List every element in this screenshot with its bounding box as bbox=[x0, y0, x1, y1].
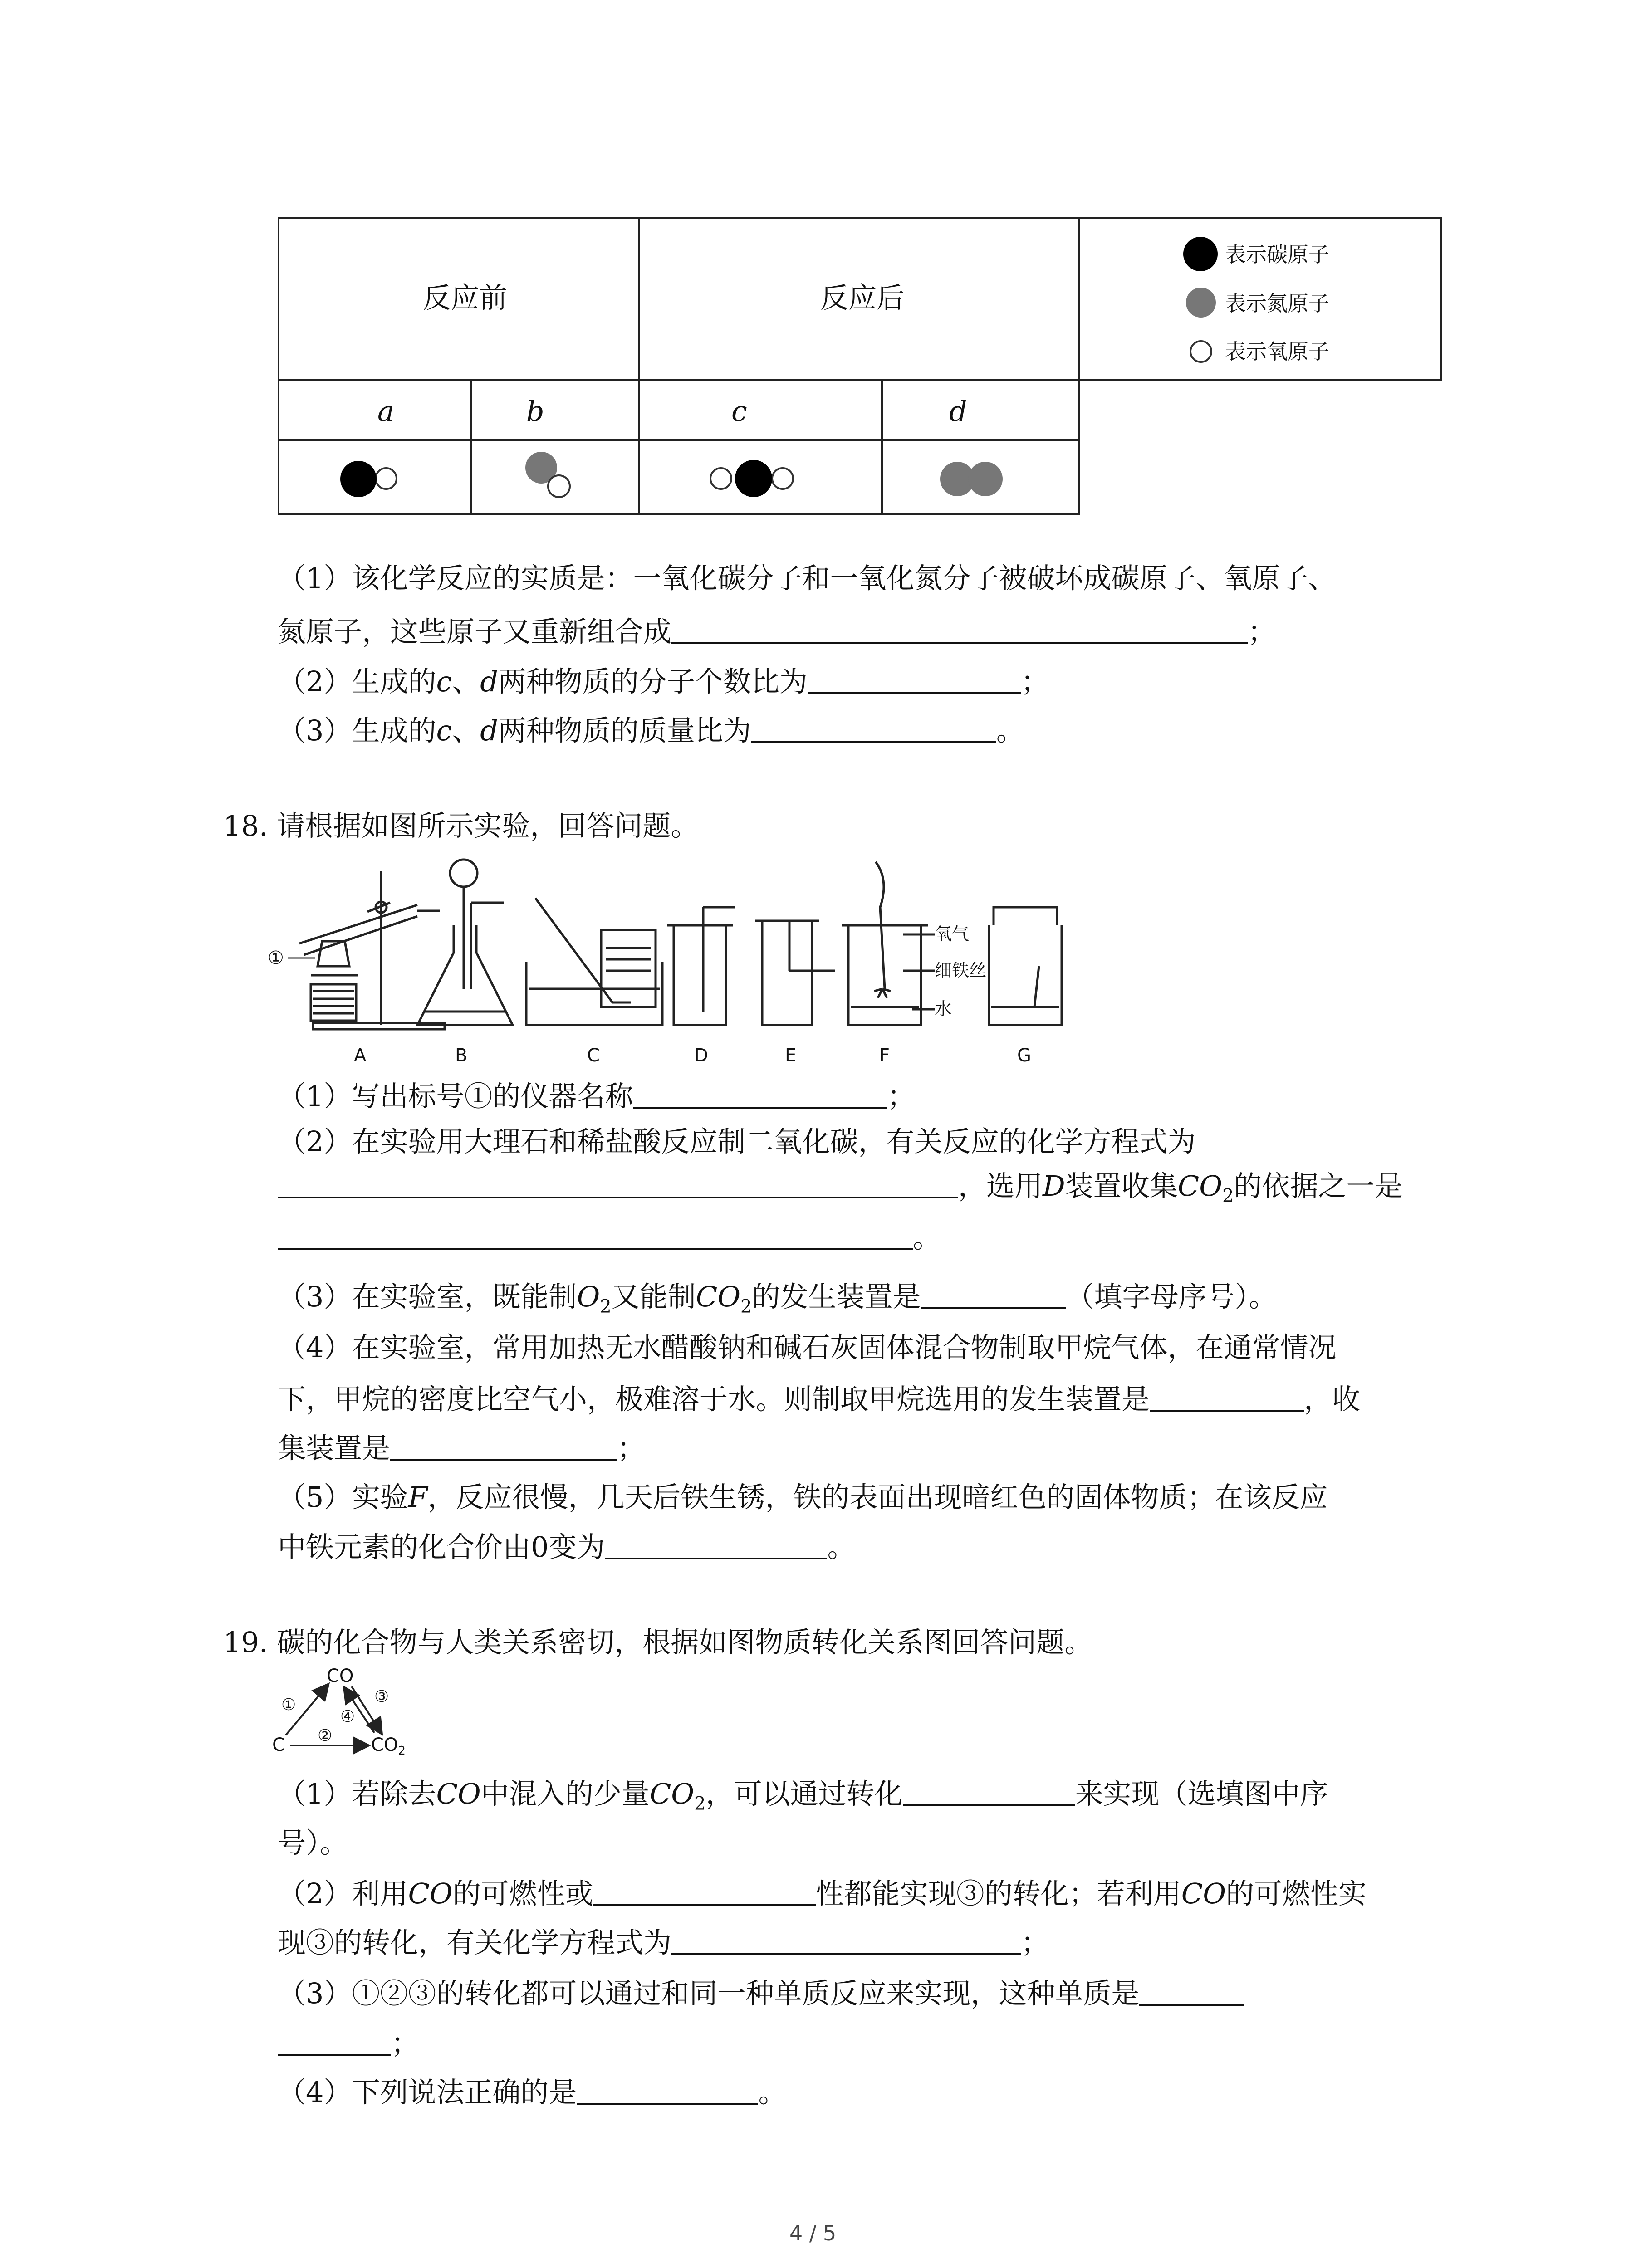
answer-blank[interactable] bbox=[390, 1433, 617, 1461]
answer-blank[interactable] bbox=[278, 2028, 391, 2056]
q18-sub2-line2: ，选用D装置收集$CO_2$的依据之一是 bbox=[278, 1171, 1403, 1205]
q18-sub5-line2: 中铁元素的化合价由0变为 。 bbox=[278, 1530, 856, 1564]
answer-blank[interactable] bbox=[671, 1928, 1021, 1955]
q18-sub2-line3: 。 bbox=[278, 1223, 941, 1252]
answer-blank[interactable] bbox=[278, 1171, 958, 1198]
cell-c bbox=[638, 379, 883, 441]
node-co: CO bbox=[327, 1666, 354, 1686]
cell-a bbox=[278, 379, 472, 441]
answer-blank[interactable] bbox=[577, 2077, 758, 2105]
q18-sub1: （1）写出标号①的仪器名称 ； bbox=[278, 1080, 916, 1113]
label-water: 水 bbox=[935, 999, 952, 1019]
label-c: c bbox=[731, 395, 747, 428]
q18-title: 18. 请根据如图所示实验，回答问题。 bbox=[223, 809, 699, 842]
answer-blank[interactable] bbox=[1150, 1384, 1304, 1412]
fig-label-G: G bbox=[1017, 1045, 1031, 1066]
svg-text:①: ① bbox=[281, 1696, 296, 1714]
answer-blank[interactable] bbox=[605, 1532, 827, 1559]
q19-sub1-line2: 号）。 bbox=[278, 1826, 348, 1859]
q19-sub3-line2: ； bbox=[278, 2028, 419, 2058]
fig-label-D: D bbox=[694, 1045, 708, 1066]
answer-blank[interactable] bbox=[903, 1779, 1075, 1806]
q18-sub4-line2: 下，甲烷的密度比空气小，极难溶于水。则制取甲烷选用的发生装置是 ，收 bbox=[278, 1383, 1361, 1416]
after-header: 反应后 bbox=[820, 281, 905, 314]
label-oxygen: 氧气 bbox=[935, 924, 970, 944]
lab-apparatus-figure bbox=[268, 853, 1084, 1070]
fig-label-E: E bbox=[785, 1045, 797, 1066]
before-header: 反应前 bbox=[423, 281, 508, 314]
q18-sub5-line1: （5）实验F，反应很慢，几天后铁生锈，铁的表面出现暗红色的固体物质；在该反应 bbox=[278, 1481, 1328, 1514]
apparatus-D-icon bbox=[667, 907, 735, 1025]
answer-blank[interactable] bbox=[671, 617, 1248, 644]
marker-1: ① bbox=[268, 948, 284, 968]
answer-blank[interactable] bbox=[278, 1223, 913, 1250]
q18-sub4-line3: 集装置是 ； bbox=[278, 1432, 646, 1465]
label-b: b bbox=[526, 395, 544, 428]
answer-blank[interactable] bbox=[921, 1282, 1066, 1309]
carbon-conversion-diagram bbox=[272, 1660, 417, 1760]
answer-blank[interactable] bbox=[633, 1081, 887, 1109]
q17-sub3: （3）生成的c、d两种物质的质量比为 。 bbox=[278, 714, 1024, 747]
q18-sub4-line1: （4）在实验室，常用加热无水醋酸钠和碱石灰固体混合物制取甲烷气体，在通常情况 bbox=[278, 1331, 1337, 1364]
q19-sub2-line2: 现③的转化，有关化学方程式为 ； bbox=[278, 1926, 1049, 1959]
fig-label-B: B bbox=[455, 1045, 468, 1066]
q19-sub2-line1: （2）利用CO的可燃性或 性都能实现③的转化；若利用CO的可燃性实 bbox=[278, 1877, 1367, 1910]
svg-text:③: ③ bbox=[374, 1687, 389, 1706]
q18-sub3: （3）在实验室，既能制$O_2$又能制$CO_2$的发生装置是 （填字母序号）。 bbox=[278, 1280, 1277, 1317]
fig-label-A: A bbox=[354, 1045, 367, 1066]
label-d: d bbox=[949, 395, 967, 428]
apparatus-C-icon bbox=[526, 898, 662, 1025]
fig-label-C: C bbox=[587, 1045, 600, 1066]
cell-d bbox=[881, 379, 1080, 441]
answer-blank[interactable] bbox=[1139, 1979, 1244, 2006]
carbon-atom-icon bbox=[1183, 237, 1218, 271]
q19-sub3-line1: （3）①②③的转化都可以通过和同一种单质反应来实现，这种单质是 bbox=[278, 1979, 1244, 2008]
apparatus-G-icon bbox=[989, 907, 1062, 1025]
apparatus-F-icon bbox=[842, 862, 935, 1025]
apparatus-B-icon bbox=[417, 860, 513, 1025]
legend-oxygen: 表示氧原子 bbox=[1225, 339, 1329, 364]
answer-blank[interactable] bbox=[593, 1879, 816, 1906]
apparatus-labels bbox=[354, 1045, 1031, 1066]
answer-blank[interactable] bbox=[808, 667, 1021, 694]
node-c: C bbox=[272, 1735, 285, 1755]
nitrogen-atom-icon bbox=[1186, 288, 1216, 318]
q19-sub4: （4）下列说法正确的是 。 bbox=[278, 2076, 787, 2109]
label-iron-wire: 细铁丝 bbox=[935, 960, 987, 980]
svg-text:②: ② bbox=[318, 1726, 333, 1745]
apparatus-A-icon bbox=[299, 871, 445, 1029]
legend-nitrogen: 表示氮原子 bbox=[1225, 291, 1329, 316]
label-a: a bbox=[377, 395, 394, 428]
page-number: 4 / 5 bbox=[789, 2221, 837, 2245]
node-co2: $CO_2$ bbox=[371, 1735, 406, 1758]
q18-sub2-line1: （2）在实验用大理石和稀盐酸反应制二氧化碳，有关反应的化学方程式为 bbox=[278, 1125, 1196, 1158]
legend-carbon: 表示碳原子 bbox=[1225, 242, 1329, 267]
q19-title: 19. 碳的化合物与人类关系密切，根据如图物质转化关系图回答问题。 bbox=[223, 1626, 1093, 1659]
q17-sub2: （2）生成的c、d两种物质的分子个数比为 ； bbox=[278, 665, 1049, 698]
fig-label-F: F bbox=[879, 1045, 890, 1066]
apparatus-E-icon bbox=[755, 921, 835, 1025]
cell-b bbox=[470, 379, 640, 441]
answer-blank[interactable] bbox=[751, 716, 996, 743]
oxygen-atom-icon bbox=[1190, 340, 1212, 363]
svg-text:④: ④ bbox=[340, 1707, 355, 1726]
q19-sub1-line1: （1）若除去CO中混入的少量$CO_2$，可以通过转化 来实现（选填图中序 bbox=[278, 1777, 1328, 1814]
